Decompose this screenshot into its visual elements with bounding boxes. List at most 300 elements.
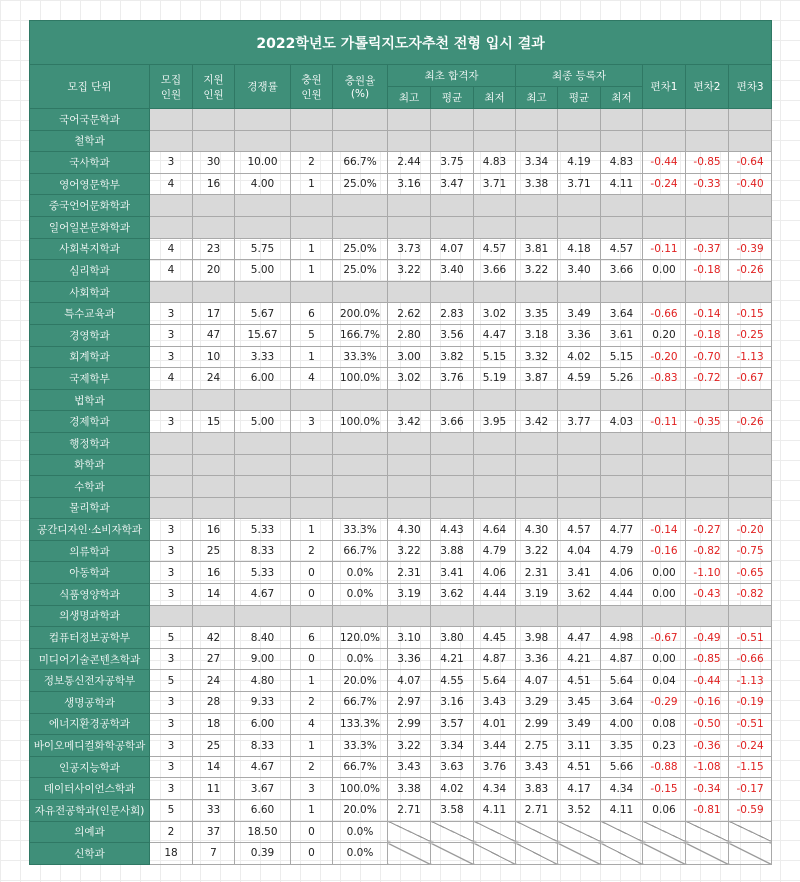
table-row <box>30 821 772 843</box>
data-cell: -0.24 <box>643 173 686 195</box>
data-cell: 37 <box>193 821 235 843</box>
data-cell: 20.0% <box>333 670 388 692</box>
table-row <box>30 173 772 195</box>
data-cell: 4.47 <box>474 324 516 346</box>
dept-name: 인공지능학과 <box>30 756 150 778</box>
empty-cell <box>333 454 388 476</box>
empty-cell <box>333 389 388 411</box>
data-cell: 1 <box>291 800 333 822</box>
data-cell: -0.11 <box>643 238 686 260</box>
dept-name: 심리학과 <box>30 260 150 282</box>
data-cell: 2.97 <box>388 692 431 714</box>
empty-cell <box>729 216 772 238</box>
empty-cell <box>291 281 333 303</box>
data-cell: 3.62 <box>558 584 601 606</box>
empty-cell <box>686 195 729 217</box>
header-final-avg: 평균 <box>558 87 601 109</box>
empty-cell <box>235 432 291 454</box>
table-row <box>30 605 772 627</box>
data-cell: 0.20 <box>643 324 686 346</box>
table-row <box>30 130 772 152</box>
empty-cell <box>601 195 643 217</box>
not-applicable-cell <box>601 821 643 843</box>
empty-cell <box>235 476 291 498</box>
data-cell: 4.51 <box>558 756 601 778</box>
data-cell: -0.27 <box>686 519 729 541</box>
data-cell: 120.0% <box>333 627 388 649</box>
data-cell: 3.00 <box>388 346 431 368</box>
empty-cell <box>601 281 643 303</box>
empty-cell <box>333 109 388 131</box>
data-cell: 3.40 <box>431 260 474 282</box>
empty-cell <box>558 454 601 476</box>
empty-cell <box>516 476 558 498</box>
table-row <box>30 454 772 476</box>
data-cell: 25 <box>193 540 235 562</box>
data-cell: 5 <box>150 670 193 692</box>
data-cell: -0.81 <box>686 800 729 822</box>
data-cell: 3.47 <box>431 173 474 195</box>
empty-cell <box>516 454 558 476</box>
not-applicable-cell <box>686 821 729 843</box>
empty-cell <box>686 497 729 519</box>
data-cell: 3.66 <box>431 411 474 433</box>
data-cell: 5 <box>150 627 193 649</box>
data-cell: 3.71 <box>474 173 516 195</box>
empty-cell <box>558 281 601 303</box>
empty-cell <box>291 389 333 411</box>
empty-cell <box>150 195 193 217</box>
data-cell: 3 <box>291 778 333 800</box>
data-cell: 3.36 <box>388 648 431 670</box>
table-body <box>30 109 772 865</box>
empty-cell <box>431 216 474 238</box>
empty-cell <box>643 497 686 519</box>
empty-cell <box>558 195 601 217</box>
data-cell: 5 <box>291 324 333 346</box>
empty-cell <box>235 130 291 152</box>
empty-cell <box>431 109 474 131</box>
empty-cell <box>643 216 686 238</box>
empty-cell <box>643 476 686 498</box>
data-cell: 3 <box>150 648 193 670</box>
data-cell: -0.51 <box>729 627 772 649</box>
data-cell: 3.18 <box>516 324 558 346</box>
data-cell: 4.02 <box>558 346 601 368</box>
data-cell: -0.39 <box>729 238 772 260</box>
data-cell: 3 <box>150 519 193 541</box>
empty-cell <box>686 605 729 627</box>
table-row <box>30 260 772 282</box>
empty-cell <box>291 605 333 627</box>
data-cell: 3.34 <box>431 735 474 757</box>
data-cell: 16 <box>193 173 235 195</box>
empty-cell <box>235 605 291 627</box>
data-cell: 3.95 <box>474 411 516 433</box>
data-cell: -0.67 <box>643 627 686 649</box>
dept-name: 공간디자인·소비자학과 <box>30 519 150 541</box>
data-cell: 14 <box>193 584 235 606</box>
dept-name: 중국언어문화학과 <box>30 195 150 217</box>
dept-name: 국제학부 <box>30 368 150 390</box>
data-cell: -0.70 <box>686 346 729 368</box>
dept-name: 경영학과 <box>30 324 150 346</box>
empty-cell <box>431 432 474 454</box>
data-cell: -0.44 <box>643 152 686 174</box>
empty-cell <box>686 281 729 303</box>
data-cell: 18 <box>193 713 235 735</box>
empty-cell <box>601 109 643 131</box>
data-cell: 2.44 <box>388 152 431 174</box>
not-applicable-cell <box>558 821 601 843</box>
data-cell: 3.32 <box>516 346 558 368</box>
empty-cell <box>333 216 388 238</box>
data-cell: 5.67 <box>235 303 291 325</box>
data-cell: 4 <box>291 368 333 390</box>
empty-cell <box>388 497 431 519</box>
data-cell: 33.3% <box>333 346 388 368</box>
data-cell: 33.3% <box>333 519 388 541</box>
table-row <box>30 152 772 174</box>
not-applicable-cell <box>431 821 474 843</box>
header-final-min: 최저 <box>601 87 643 109</box>
data-cell: -0.51 <box>729 713 772 735</box>
table-row <box>30 735 772 757</box>
data-cell: 1 <box>291 238 333 260</box>
dept-name: 자유전공학과(인문사회) <box>30 800 150 822</box>
empty-cell <box>643 432 686 454</box>
dept-name: 데이터사이언스학과 <box>30 778 150 800</box>
data-cell: 2 <box>291 692 333 714</box>
data-cell: -0.34 <box>686 778 729 800</box>
admission-results-table <box>29 20 772 865</box>
data-cell: 1 <box>291 670 333 692</box>
data-cell: 3.22 <box>516 260 558 282</box>
empty-cell <box>516 497 558 519</box>
empty-cell <box>729 109 772 131</box>
data-cell: 4.43 <box>431 519 474 541</box>
empty-cell <box>643 454 686 476</box>
data-cell: 133.3% <box>333 713 388 735</box>
dept-name: 법학과 <box>30 389 150 411</box>
data-cell: 4 <box>150 238 193 260</box>
dept-name: 의류학과 <box>30 540 150 562</box>
dept-name: 행정학과 <box>30 432 150 454</box>
data-cell: 15.67 <box>235 324 291 346</box>
header-first-pass: 최초 합격자 <box>388 65 516 87</box>
data-cell: 2 <box>291 152 333 174</box>
empty-cell <box>193 476 235 498</box>
not-applicable-cell <box>643 821 686 843</box>
empty-cell <box>388 432 431 454</box>
table-row <box>30 843 772 865</box>
data-cell: 4.01 <box>474 713 516 735</box>
table-row <box>30 562 772 584</box>
empty-cell <box>333 476 388 498</box>
data-cell: 66.7% <box>333 756 388 778</box>
data-cell: 4.00 <box>235 173 291 195</box>
empty-cell <box>474 454 516 476</box>
data-cell: 3 <box>150 152 193 174</box>
header-final-max: 최고 <box>516 87 558 109</box>
dept-name: 일어일본문화학과 <box>30 216 150 238</box>
data-cell: 5.00 <box>235 411 291 433</box>
empty-cell <box>193 389 235 411</box>
empty-cell <box>686 130 729 152</box>
empty-cell <box>333 195 388 217</box>
data-cell: 4.57 <box>601 238 643 260</box>
table-row <box>30 800 772 822</box>
header-extra: 충원 인원 <box>291 65 333 109</box>
data-cell: 3.16 <box>388 173 431 195</box>
data-cell: 0 <box>291 648 333 670</box>
empty-cell <box>150 605 193 627</box>
empty-cell <box>601 389 643 411</box>
data-cell: -0.44 <box>686 670 729 692</box>
data-cell: 4.19 <box>558 152 601 174</box>
empty-cell <box>235 216 291 238</box>
dept-name: 아동학과 <box>30 562 150 584</box>
empty-cell <box>291 109 333 131</box>
data-cell: 3.43 <box>516 756 558 778</box>
dept-name: 물리학과 <box>30 497 150 519</box>
data-cell: 4.87 <box>601 648 643 670</box>
header-dept: 모집 단위 <box>30 65 150 109</box>
data-cell: 3.62 <box>431 584 474 606</box>
data-cell: -0.82 <box>729 584 772 606</box>
data-cell: 2.31 <box>516 562 558 584</box>
empty-cell <box>388 195 431 217</box>
data-cell: 3.75 <box>431 152 474 174</box>
empty-cell <box>333 605 388 627</box>
data-cell: -0.66 <box>643 303 686 325</box>
data-cell: 3.64 <box>601 692 643 714</box>
data-cell: 3 <box>150 756 193 778</box>
table-row <box>30 627 772 649</box>
data-cell: 4.67 <box>235 584 291 606</box>
data-cell: 0.0% <box>333 821 388 843</box>
data-cell: 4.64 <box>474 519 516 541</box>
data-cell: 0.39 <box>235 843 291 865</box>
header-first-max: 최고 <box>388 87 431 109</box>
empty-cell <box>558 497 601 519</box>
data-cell: 4.00 <box>601 713 643 735</box>
data-cell: 4.34 <box>601 778 643 800</box>
empty-cell <box>601 216 643 238</box>
data-cell: 4.07 <box>431 238 474 260</box>
data-cell: 3 <box>150 778 193 800</box>
data-cell: 4.79 <box>601 540 643 562</box>
data-cell: -0.14 <box>686 303 729 325</box>
not-applicable-cell <box>431 843 474 865</box>
data-cell: 3.36 <box>516 648 558 670</box>
data-cell: 2.75 <box>516 735 558 757</box>
data-cell: -0.29 <box>643 692 686 714</box>
data-cell: 3.88 <box>431 540 474 562</box>
data-cell: 3 <box>150 411 193 433</box>
data-cell: 5.15 <box>474 346 516 368</box>
table-row <box>30 778 772 800</box>
empty-cell <box>474 497 516 519</box>
empty-cell <box>474 432 516 454</box>
dept-name: 정보통신전자공학부 <box>30 670 150 692</box>
data-cell: 4.47 <box>558 627 601 649</box>
data-cell: 1 <box>291 519 333 541</box>
data-cell: 4.77 <box>601 519 643 541</box>
data-cell: -0.85 <box>686 152 729 174</box>
table-row <box>30 109 772 131</box>
empty-cell <box>431 195 474 217</box>
empty-cell <box>474 605 516 627</box>
data-cell: 0.0% <box>333 584 388 606</box>
data-cell: 4.44 <box>601 584 643 606</box>
empty-cell <box>601 130 643 152</box>
data-cell: -0.14 <box>643 519 686 541</box>
data-cell: 27 <box>193 648 235 670</box>
data-cell: 2.83 <box>431 303 474 325</box>
table-row <box>30 238 772 260</box>
empty-cell <box>643 605 686 627</box>
table-row <box>30 346 772 368</box>
data-cell: 23 <box>193 238 235 260</box>
data-cell: 4.07 <box>516 670 558 692</box>
data-cell: 24 <box>193 368 235 390</box>
data-cell: 2 <box>291 540 333 562</box>
data-cell: 33.3% <box>333 735 388 757</box>
empty-cell <box>601 454 643 476</box>
empty-cell <box>686 454 729 476</box>
empty-cell <box>333 497 388 519</box>
not-applicable-cell <box>601 843 643 865</box>
data-cell: 4.17 <box>558 778 601 800</box>
empty-cell <box>235 109 291 131</box>
data-cell: -0.67 <box>729 368 772 390</box>
data-cell: -0.82 <box>686 540 729 562</box>
header-rate: 경쟁률 <box>235 65 291 109</box>
data-cell: -0.16 <box>643 540 686 562</box>
data-cell: 4.57 <box>558 519 601 541</box>
data-cell: 3.35 <box>601 735 643 757</box>
table-row <box>30 368 772 390</box>
data-cell: 4.44 <box>474 584 516 606</box>
empty-cell <box>193 195 235 217</box>
not-applicable-cell <box>643 843 686 865</box>
table-row <box>30 303 772 325</box>
data-cell: -0.37 <box>686 238 729 260</box>
table-row <box>30 648 772 670</box>
data-cell: 66.7% <box>333 152 388 174</box>
data-cell: 4.21 <box>558 648 601 670</box>
data-cell: 3.42 <box>516 411 558 433</box>
data-cell: 2.31 <box>388 562 431 584</box>
data-cell: -0.17 <box>729 778 772 800</box>
data-cell: 4.04 <box>558 540 601 562</box>
data-cell: 5.75 <box>235 238 291 260</box>
empty-cell <box>150 389 193 411</box>
data-cell: 18 <box>150 843 193 865</box>
data-cell: 2.71 <box>388 800 431 822</box>
table-row <box>30 195 772 217</box>
data-cell: 1 <box>291 173 333 195</box>
table-row <box>30 519 772 541</box>
data-cell: 0.0% <box>333 562 388 584</box>
data-cell: 3.22 <box>388 540 431 562</box>
empty-cell <box>516 216 558 238</box>
empty-cell <box>729 432 772 454</box>
table-row <box>30 540 772 562</box>
dept-name: 생명공학과 <box>30 692 150 714</box>
data-cell: 33 <box>193 800 235 822</box>
table-row <box>30 713 772 735</box>
empty-cell <box>516 389 558 411</box>
data-cell: 3.36 <box>558 324 601 346</box>
data-cell: 3.63 <box>431 756 474 778</box>
data-cell: -0.85 <box>686 648 729 670</box>
data-cell: -0.19 <box>729 692 772 714</box>
data-cell: -0.43 <box>686 584 729 606</box>
data-cell: -0.65 <box>729 562 772 584</box>
data-cell: 15 <box>193 411 235 433</box>
empty-cell <box>333 130 388 152</box>
data-cell: 2.99 <box>516 713 558 735</box>
data-cell: 2.99 <box>388 713 431 735</box>
data-cell: 5.00 <box>235 260 291 282</box>
data-cell: 4.03 <box>601 411 643 433</box>
data-cell: 3 <box>150 692 193 714</box>
empty-cell <box>474 195 516 217</box>
data-cell: -0.26 <box>729 411 772 433</box>
data-cell: -0.64 <box>729 152 772 174</box>
data-cell: 3.76 <box>431 368 474 390</box>
data-cell: 3.61 <box>601 324 643 346</box>
data-cell: 4.11 <box>601 173 643 195</box>
empty-cell <box>291 476 333 498</box>
data-cell: 3.41 <box>558 562 601 584</box>
header-extra-rate: 충원율 (%) <box>333 65 388 109</box>
empty-cell <box>291 195 333 217</box>
dept-name: 철학과 <box>30 130 150 152</box>
data-cell: 3.10 <box>388 627 431 649</box>
data-cell: 0.00 <box>643 584 686 606</box>
empty-cell <box>193 109 235 131</box>
data-cell: 3.45 <box>558 692 601 714</box>
data-cell: 18.50 <box>235 821 291 843</box>
empty-cell <box>729 476 772 498</box>
header-first-min: 최저 <box>474 87 516 109</box>
empty-cell <box>388 476 431 498</box>
not-applicable-cell <box>558 843 601 865</box>
data-cell: 3.16 <box>431 692 474 714</box>
data-cell: 3 <box>150 540 193 562</box>
data-cell: 4 <box>150 368 193 390</box>
table-row <box>30 670 772 692</box>
empty-cell <box>686 476 729 498</box>
data-cell: 0 <box>291 584 333 606</box>
empty-cell <box>729 605 772 627</box>
data-cell: 4.02 <box>431 778 474 800</box>
table-row <box>30 497 772 519</box>
empty-cell <box>431 497 474 519</box>
dept-name: 국어국문학과 <box>30 109 150 131</box>
empty-cell <box>193 281 235 303</box>
data-cell: 4.83 <box>474 152 516 174</box>
data-cell: 20.0% <box>333 800 388 822</box>
table-row <box>30 584 772 606</box>
empty-cell <box>291 432 333 454</box>
empty-cell <box>516 281 558 303</box>
empty-cell <box>601 432 643 454</box>
data-cell: -0.25 <box>729 324 772 346</box>
